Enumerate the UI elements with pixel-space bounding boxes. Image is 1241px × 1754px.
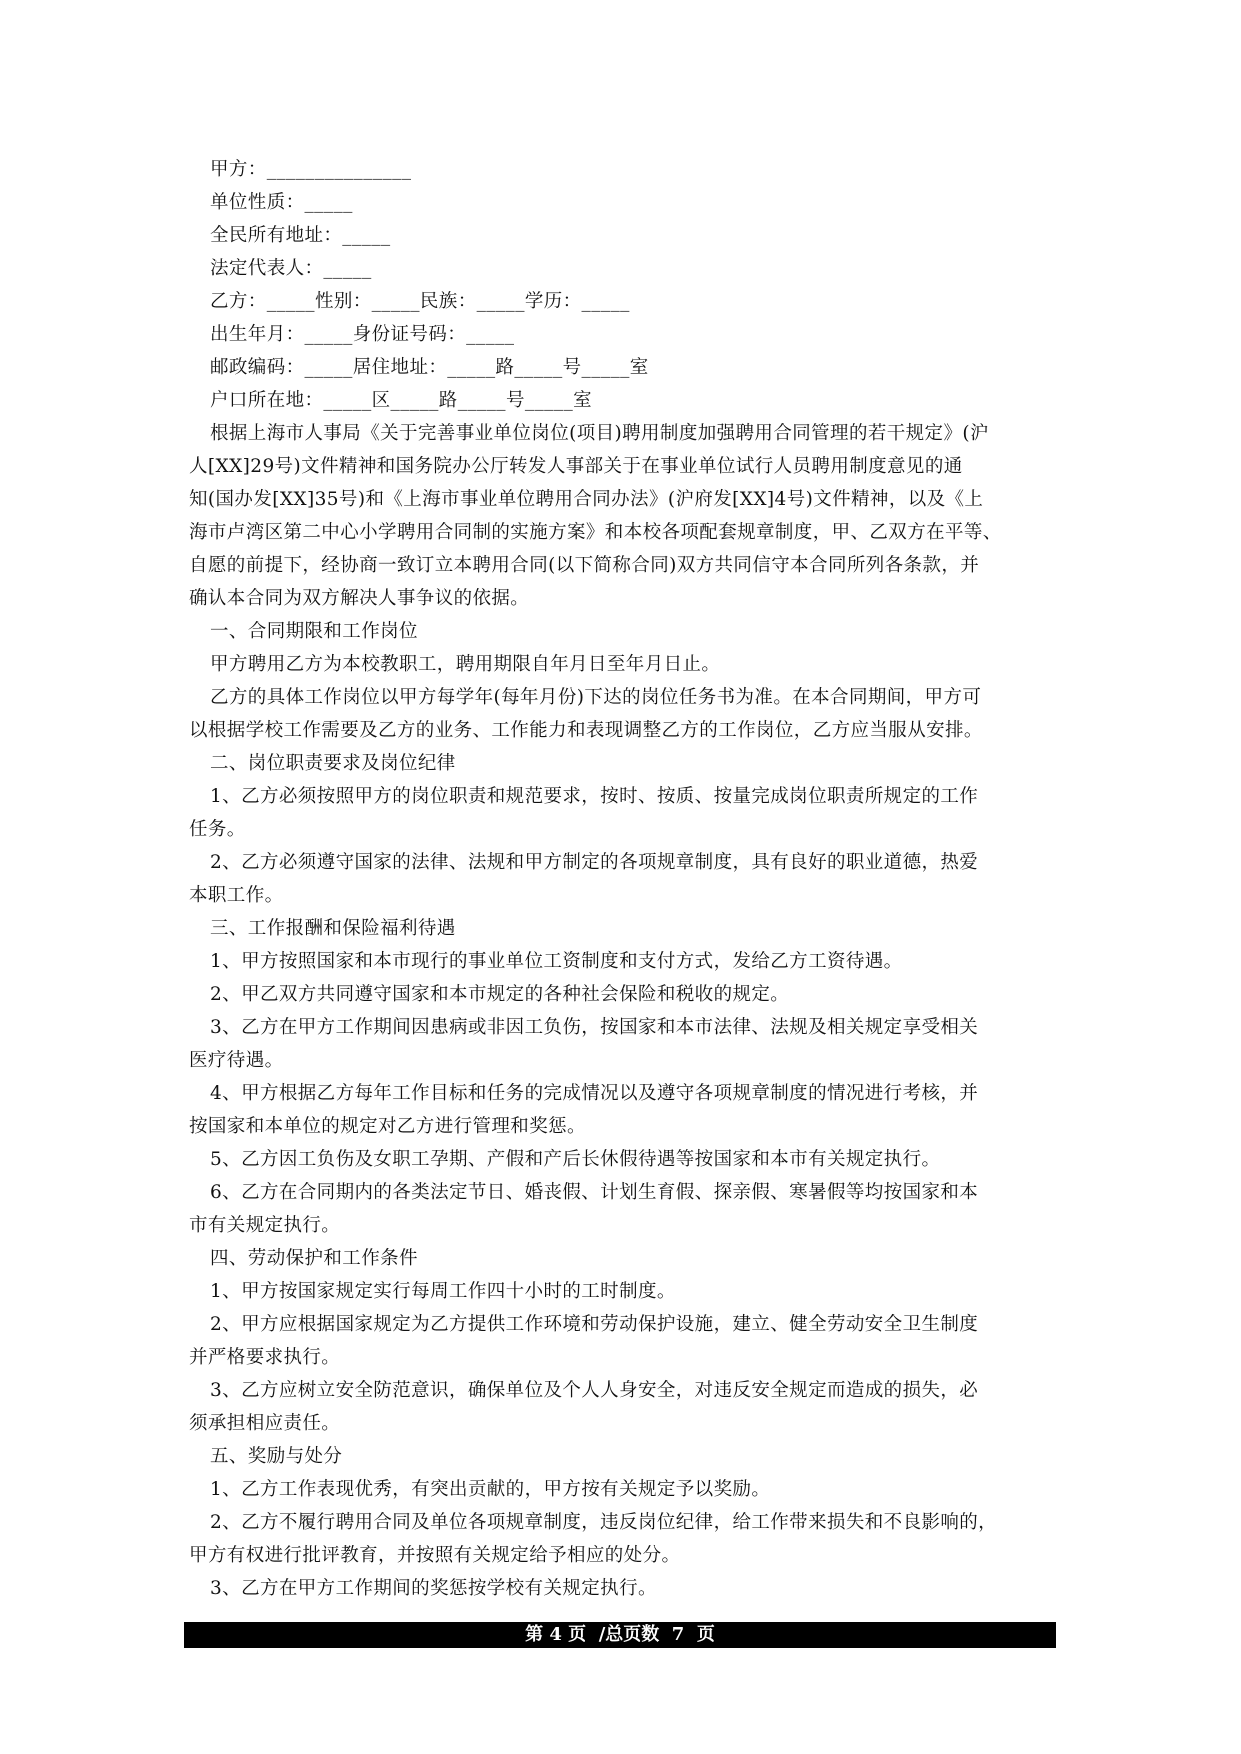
contract-section [189,1242,1059,1440]
clause-line: 2、乙方不履行聘用合同及单位各项规章制度，违反岗位纪律，给工作带来损失和不良影响的， [210,1512,998,1533]
section-heading: 四、劳动保护和工作条件 [210,1248,418,1269]
clause-line: 并严格要求执行。 [189,1347,341,1368]
section-heading: 五、奖励与处分 [210,1446,343,1467]
contract-sections [189,615,1059,1605]
clause-line: 按国家和本单位的规定对乙方进行管理和奖惩。 [189,1116,586,1137]
clause-line: 4、甲方根据乙方每年工作目标和任务的完成情况以及遵守各项规章制度的情况进行考核，并 [210,1083,979,1104]
clause-line: 1、乙方必须按照甲方的岗位职责和规范要求，按时、按质、按量完成岗位职责所规定的工作 [210,786,979,807]
preamble-line: 人[XX]29号)文件精神和国务院办公厅转发人事部关于在事业单位试行人员聘用制度意见的通 [189,456,963,477]
clause-line: 乙方的具体工作岗位以甲方每学年(每年月份)下达的岗位任务书为准。在本合同期间，甲方可 [210,687,982,708]
clause-line: 1、乙方工作表现优秀，有突出贡献的，甲方按有关规定予以奖励。 [210,1479,771,1500]
clause-line: 以根据学校工作需要及乙方的业务、工作能力和表现调整乙方的工作岗位，乙方应当服从安排。 [189,720,983,741]
field-postal-residence: 邮政编码：_____居住地址：_____路_____号_____室 [210,357,649,378]
preamble [189,417,1059,615]
clause-line: 本职工作。 [189,885,284,906]
section-heading: 一、合同期限和工作岗位 [210,621,418,642]
clause-line: 2、乙方必须遵守国家的法律、法规和甲方制定的各项规章制度，具有良好的职业道德，热爱 [210,852,979,873]
contract-section [189,1440,1059,1605]
clause-line: 须承担相应责任。 [189,1413,341,1434]
field-birth-id: 出生年月：_____身份证号码：_____ [210,324,515,345]
clause-line: 5、乙方因工负伤及女职工孕期、产假和产后长休假待遇等按国家和本市有关规定执行。 [210,1149,941,1170]
field-party-b: 乙方：_____性别：_____民族：_____学历：_____ [210,291,630,312]
clause-line: 2、甲乙双方共同遵守国家和本市规定的各种社会保险和税收的规定。 [210,984,790,1005]
clause-line: 1、甲方按照国家和本市现行的事业单位工资制度和支付方式，发给乙方工资待遇。 [210,951,903,972]
document-body [189,153,1059,1605]
preamble-line: 根据上海市人事局《关于完善事业单位岗位(项目)聘用制度加强聘用合同管理的若干规定》(沪 [210,423,989,444]
preamble-line: 确认本合同为双方解决人事争议的依据。 [189,588,530,609]
preamble-line: 知(国办发[XX]35号)和《上海市事业单位聘用合同办法》(沪府发[XX]4号)文件精神，以及《上 [189,489,984,510]
field-unit-nature: 单位性质：_____ [210,192,353,213]
section-heading: 二、岗位职责要求及岗位纪律 [210,753,456,774]
preamble-line: 海市卢湾区第二中心小学聘用合同制的实施方案》和本校各项配套规章制度，甲、乙双方在平等、 [189,522,1002,543]
preamble-line: 自愿的前提下，经协商一致订立本聘用合同(以下简称合同)双方共同信守本合同所列各条款，并 [189,555,980,576]
field-legal-representative: 法定代表人：_____ [210,258,372,279]
clause-line: 甲方有权进行批评教育，并按照有关规定给予相应的处分。 [189,1545,681,1566]
clause-line: 6、乙方在合同期内的各类法定节日、婚丧假、计划生育假、探亲假、寒暑假等均按国家和本 [210,1182,979,1203]
clause-line: 2、甲方应根据国家规定为乙方提供工作环境和劳动保护设施，建立、健全劳动安全卫生制度 [210,1314,979,1335]
clause-line: 3、乙方应树立安全防范意识，确保单位及个人人身安全，对违反安全规定而造成的损失，必 [210,1380,979,1401]
clause-line: 甲方聘用乙方为本校教职工，聘用期限自年月日至年月日止。 [210,654,721,675]
field-household-registration: 户口所在地：_____区_____路_____号_____室 [210,390,593,411]
page-footer [184,1622,1056,1648]
section-heading: 三、工作报酬和保险福利待遇 [210,918,456,939]
header-fields [189,153,1059,417]
contract-section [189,747,1059,912]
clause-line: 3、乙方在甲方工作期间因患病或非因工负伤，按国家和本市法律、法规及相关规定享受相关 [210,1017,979,1038]
clause-line: 3、乙方在甲方工作期间的奖惩按学校有关规定执行。 [210,1578,657,1599]
page-number: 第 4 页 /总页数 7 页 [525,1624,715,1645]
clause-line: 医疗待遇。 [189,1050,284,1071]
contract-section [189,912,1059,1242]
clause-line: 任务。 [189,819,246,840]
field-party-a: 甲方：_______________ [210,159,412,180]
contract-section [189,615,1059,747]
clause-line: 1、甲方按国家规定实行每周工作四十小时的工时制度。 [210,1281,676,1302]
clause-line: 市有关规定执行。 [189,1215,341,1236]
field-address: 全民所有地址：_____ [210,225,391,246]
